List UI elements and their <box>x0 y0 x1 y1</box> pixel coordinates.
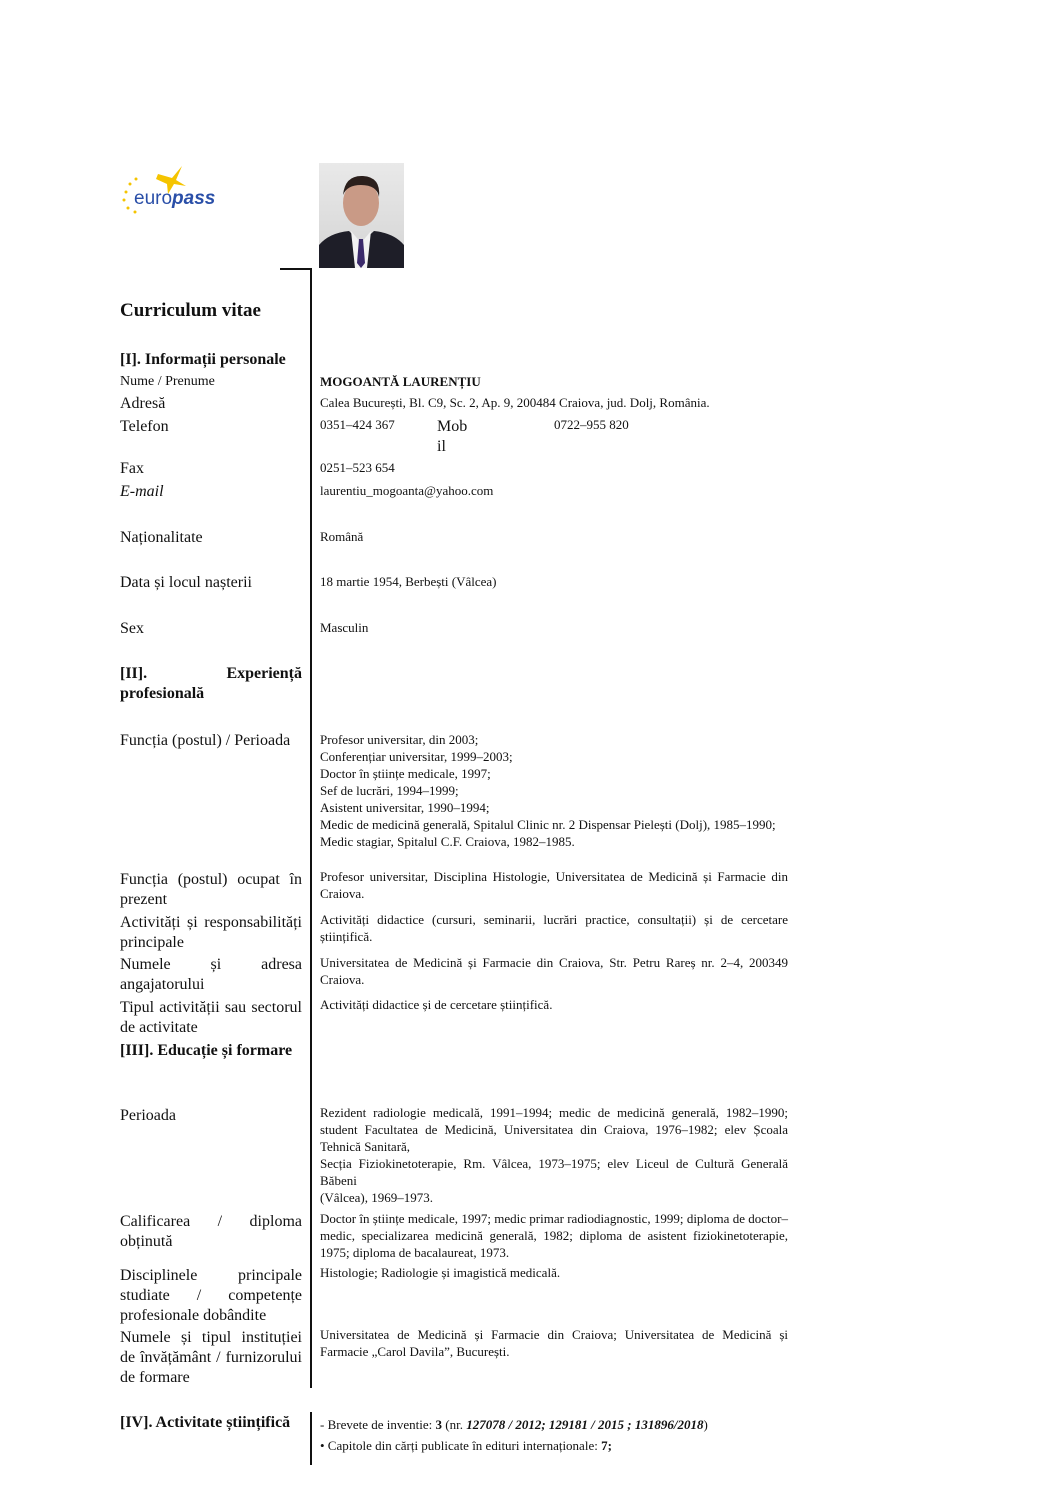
sex-label: Sex <box>120 620 144 637</box>
sector-value: Activități didactice și de cercetare științifică. <box>320 997 553 1012</box>
phone-value: 0351–424 367 <box>320 417 395 432</box>
email-label: E-mail <box>120 483 164 500</box>
patents-item <box>320 1416 788 1433</box>
phone-label: Telefon <box>120 418 169 435</box>
mobile-label: Mob il <box>437 418 468 455</box>
profile-photo <box>319 163 404 268</box>
birth-label: Data și locul nașterii <box>120 574 252 591</box>
institution-label: Numele și tipul instituției de învățământ / furnizorului de formare <box>120 1329 302 1386</box>
birth-value: 18 martie 1954, Berbești (Vâlcea) <box>320 574 497 589</box>
position-item: Medic de medicină generală, Spitalul Clinic nr. 2 Dispensar Pielești (Dolj), 1985–1990; <box>320 817 776 832</box>
period-line: Secția Fiziokinetoterapie, Rm. Vâlcea, 1973–1975; elev Liceul de Cultură Generală Băbeni <box>320 1156 788 1188</box>
column-divider-2 <box>310 1412 312 1465</box>
email-value: laurentiu_mogoanta@yahoo.com <box>320 483 494 498</box>
position-item: Conferențiar universitar, 1999–2003; <box>320 749 513 764</box>
position-item: Medic stagiar, Spitalul C.F. Craiova, 1982–1985. <box>320 834 575 849</box>
patents-numbers: 127078 / 2012; 129181 / 2015 ; 131896/2018 <box>466 1417 704 1432</box>
patents-open: (nr. <box>442 1417 467 1432</box>
position-item: Doctor în științe medicale, 1997; <box>320 766 491 781</box>
sex-value: Masculin <box>320 620 369 635</box>
name-value: MOGOANTĂ LAURENȚIU <box>320 374 481 389</box>
sector-label: Tipul activității sau sectorul de activitate <box>120 999 302 1036</box>
europass-logo <box>120 162 220 217</box>
institution-value: Universitatea de Medicină și Farmacie din Craiova; Universitatea de Medicină și Farmacie „Carol Davila”, București. <box>320 1327 788 1359</box>
current-position-label: Funcția (postul) ocupat în prezent <box>120 871 302 908</box>
section-heading-education: [III]. Educație și formare <box>120 1042 293 1059</box>
subjects-label: Disciplinele principale studiate / competențe profesionale dobândite <box>120 1267 302 1324</box>
position-item: Sef de lucrări, 1994–1999; <box>320 783 459 798</box>
employer-label: Numele și adresa angajatorului <box>120 956 302 993</box>
europass-wordmark: europass <box>134 188 216 209</box>
column-divider <box>310 268 312 1388</box>
employer-value: Universitatea de Medicină și Farmacie din Craiova, Str. Petru Rareș nr. 2–4, 200349 Craiova. <box>320 955 788 987</box>
subjects-value: Histologie; Radiologie și imagistică medicală. <box>320 1265 561 1280</box>
section-heading-scientific: [IV]. Activitate științifică <box>120 1414 291 1431</box>
qualification-value: Doctor în științe medicale, 1997; medic primar radiodiagnostic, 1999; diploma de doctor–medic, specializarea medicină generală, 1982; diploma de asistent fiziokinetoterapie, 1975; diploma de bacalaureat, 1973. <box>320 1211 788 1260</box>
patents-prefix: - Brevete de inventie: <box>320 1417 436 1432</box>
position-item: Profesor universitar, din 2003; <box>320 732 479 747</box>
nationality-label: Naționalitate <box>120 529 203 546</box>
section-heading-experience: [II]. Experiență profesională <box>120 665 302 702</box>
position-item: Asistent universitar, 1990–1994; <box>320 800 490 815</box>
current-position-value: Profesor universitar, Disciplina Histologie, Universitatea de Medicină și Farmacie din Craiova. <box>320 869 788 901</box>
page-title: Curriculum vitae <box>120 300 261 321</box>
chapters-prefix: • Capitole din cărți publicate în edituri internaționale: <box>320 1438 602 1453</box>
patents-count: 3 <box>435 1417 443 1432</box>
nationality-value: Română <box>320 529 364 544</box>
address-value: Calea București, Bl. C9, Sc. 2, Ap. 9, 200484 Craiova, jud. Dolj, România. <box>320 395 710 410</box>
mobile-value: 0722–955 820 <box>554 417 629 432</box>
positions-label: Funcția (postul) / Perioada <box>120 732 291 749</box>
chapters-count: 7; <box>601 1438 612 1453</box>
divider-tick <box>280 268 312 270</box>
fax-value: 0251–523 654 <box>320 460 395 475</box>
name-label: Nume / Prenume <box>120 374 215 389</box>
period-line: Rezident radiologie medicală, 1991–1994; medic de medicină generală, 1982–1990; student Facultatea de Medicină, Universitatea din Craiova, 1976–1982; elev Școala Tehnică Sanitară, <box>320 1105 788 1154</box>
period-line: (Vâlcea), 1969–1973. <box>320 1190 433 1205</box>
positions-list <box>320 731 788 850</box>
period-label: Perioada <box>120 1107 176 1124</box>
fax-label: Fax <box>120 460 144 477</box>
patents-close: ) <box>703 1417 708 1432</box>
activities-value: Activități didactice (cursuri, seminarii, lucrări practice, consultații) și de cercetare științifică. <box>320 912 788 944</box>
chapters-item <box>320 1437 788 1454</box>
qualification-label: Calificarea / diploma obținută <box>120 1213 302 1250</box>
section-heading-personal: [I]. Informații personale <box>120 351 286 368</box>
person-photo-icon <box>319 163 404 268</box>
period-value <box>320 1104 788 1206</box>
activities-label: Activități și responsabilități principale <box>120 914 302 951</box>
address-label: Adresă <box>120 395 166 412</box>
